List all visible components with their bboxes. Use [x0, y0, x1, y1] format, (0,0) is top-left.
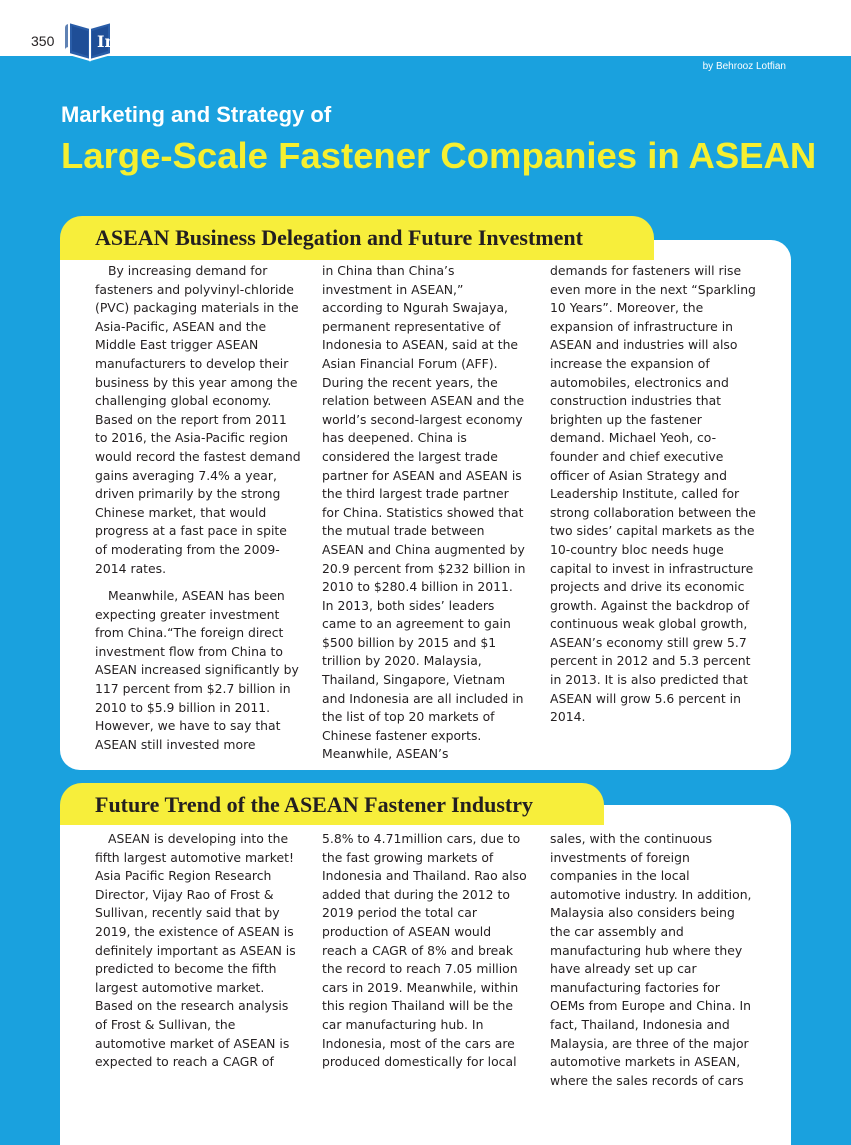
- section-2-column-1: [95, 830, 301, 1075]
- section-2-heading: Future Trend of the ASEAN Fastener Industry: [60, 783, 604, 825]
- section-2-column-2: [322, 830, 528, 1075]
- article-subtitle: Marketing and Strategy of: [61, 102, 332, 127]
- section-1-column-3: [550, 262, 756, 754]
- paragraph: sales, with the continuous investments of foreign companies in the local automotive industry. In addition, Malaysia also considers being the car assembly and manufacturing hub where they have already set up car manufacturing factories for OEMs from Europe and China. In fact, Thailand, Indonesia and Malaysia, are three of the major automotive markets in ASEAN, where the sales records of cars: [550, 831, 752, 1088]
- paragraph: ASEAN is developing into the fifth largest automotive market! Asia Pacific Region Research Director, Vijay Rao of Frost & Sullivan, recently said that by 2019, the existence of ASEAN is definitely important as ASEAN is predicted to become the fifth largest automotive market. Based on the research analysis of Frost & Sullivan, the automotive market of ASEAN is expected to reach a CAGR of: [95, 831, 296, 1070]
- byline: by Behrooz Lotfian: [702, 61, 786, 72]
- page-number: 350: [31, 33, 55, 49]
- paragraph: in China than China’s investment in ASEAN,” according to Ngurah Swajaya, permanent representative of Indonesia to ASEAN, said at the Asian Financial Forum (AFF). During the recent years, the relation between ASEAN and the world’s second-largest economy has deepened. China is considered the largest trade partner for ASEAN and ASEAN is the third largest trade partner for China. Statistics showed that the mutual trade between ASEAN and China augmented by 20.9 percent from $232 billion in 2010 to $280.4 billion in 2011. In 2013, both sides’ leaders came to an agreement to gain $500 billion by 2015 and $1 trillion by 2020. Malaysia, Thailand, Singapore, Vietnam and Indonesia are all included in the list of top 20 markets of Chinese fastener exports. Meanwhile, ASEAN’s: [322, 263, 526, 762]
- section-1-column-1: [95, 262, 301, 754]
- paragraph: Meanwhile, ASEAN has been expecting greater investment from China.“The foreign direct investment flow from China to ASEAN increased significantly by 117 percent from $2.7 billion in 2010 to $5.9 billion in 2011. However, we have to say that ASEAN still invested more: [95, 588, 299, 752]
- article-title: Large-Scale Fastener Companies in ASEAN: [61, 135, 817, 176]
- section-2-column-3: [550, 830, 756, 1088]
- paragraph: demands for fasteners will rise even more in the next “Sparkling 10 Years”. Moreover, the expansion of infrastructure in ASEAN and industries will also increase the expansion of automobiles, electronics and construction industries that brighten up the fastener demand. Michael Yeoh, co-founder and chief executive officer of Asian Strategy and Leadership Institute, called for strong collaboration between the two sides’ capital markets as the 10-country bloc needs huge capital to invest in infrastructure projects and drive its economic growth. Against the backdrop of continuous weak global growth, ASEAN’s economy still grew 5.7 percent in 2012 and 5.3 percent in 2013. It is also predicted that ASEAN will grow 5.6 percent in 2014.: [550, 263, 756, 725]
- section-tag: Industry Focus: [97, 32, 231, 51]
- section-1-column-2: [322, 262, 528, 762]
- section-1-heading: ASEAN Business Delegation and Future Investment: [60, 216, 654, 260]
- paragraph: By increasing demand for fasteners and polyvinyl-chloride (PVC) packaging materials in the Asia-Pacific, ASEAN and the Middle East trigger ASEAN manufacturers to develop their business by this year among the challenging global economy. Based on the report from 2011 to 2016, the Asia-Pacific region would record the fastest demand gains averaging 7.4% a year, driven primarily by the strong Chinese market, that would progress at a fast pace in spite of moderating from the 2009-2014 rates.: [95, 263, 301, 576]
- paragraph: 5.8% to 4.71million cars, due to the fast growing markets of Indonesia and Thailand. Rao also added that during the 2012 to 2019 period the total car production of ASEAN would reach a CAGR of 8% and break the record to reach 7.05 million cars in 2019. Meanwhile, within this region Thailand will be the car manufacturing hub. In Indonesia, most of the cars are produced domestically for local: [322, 831, 527, 1070]
